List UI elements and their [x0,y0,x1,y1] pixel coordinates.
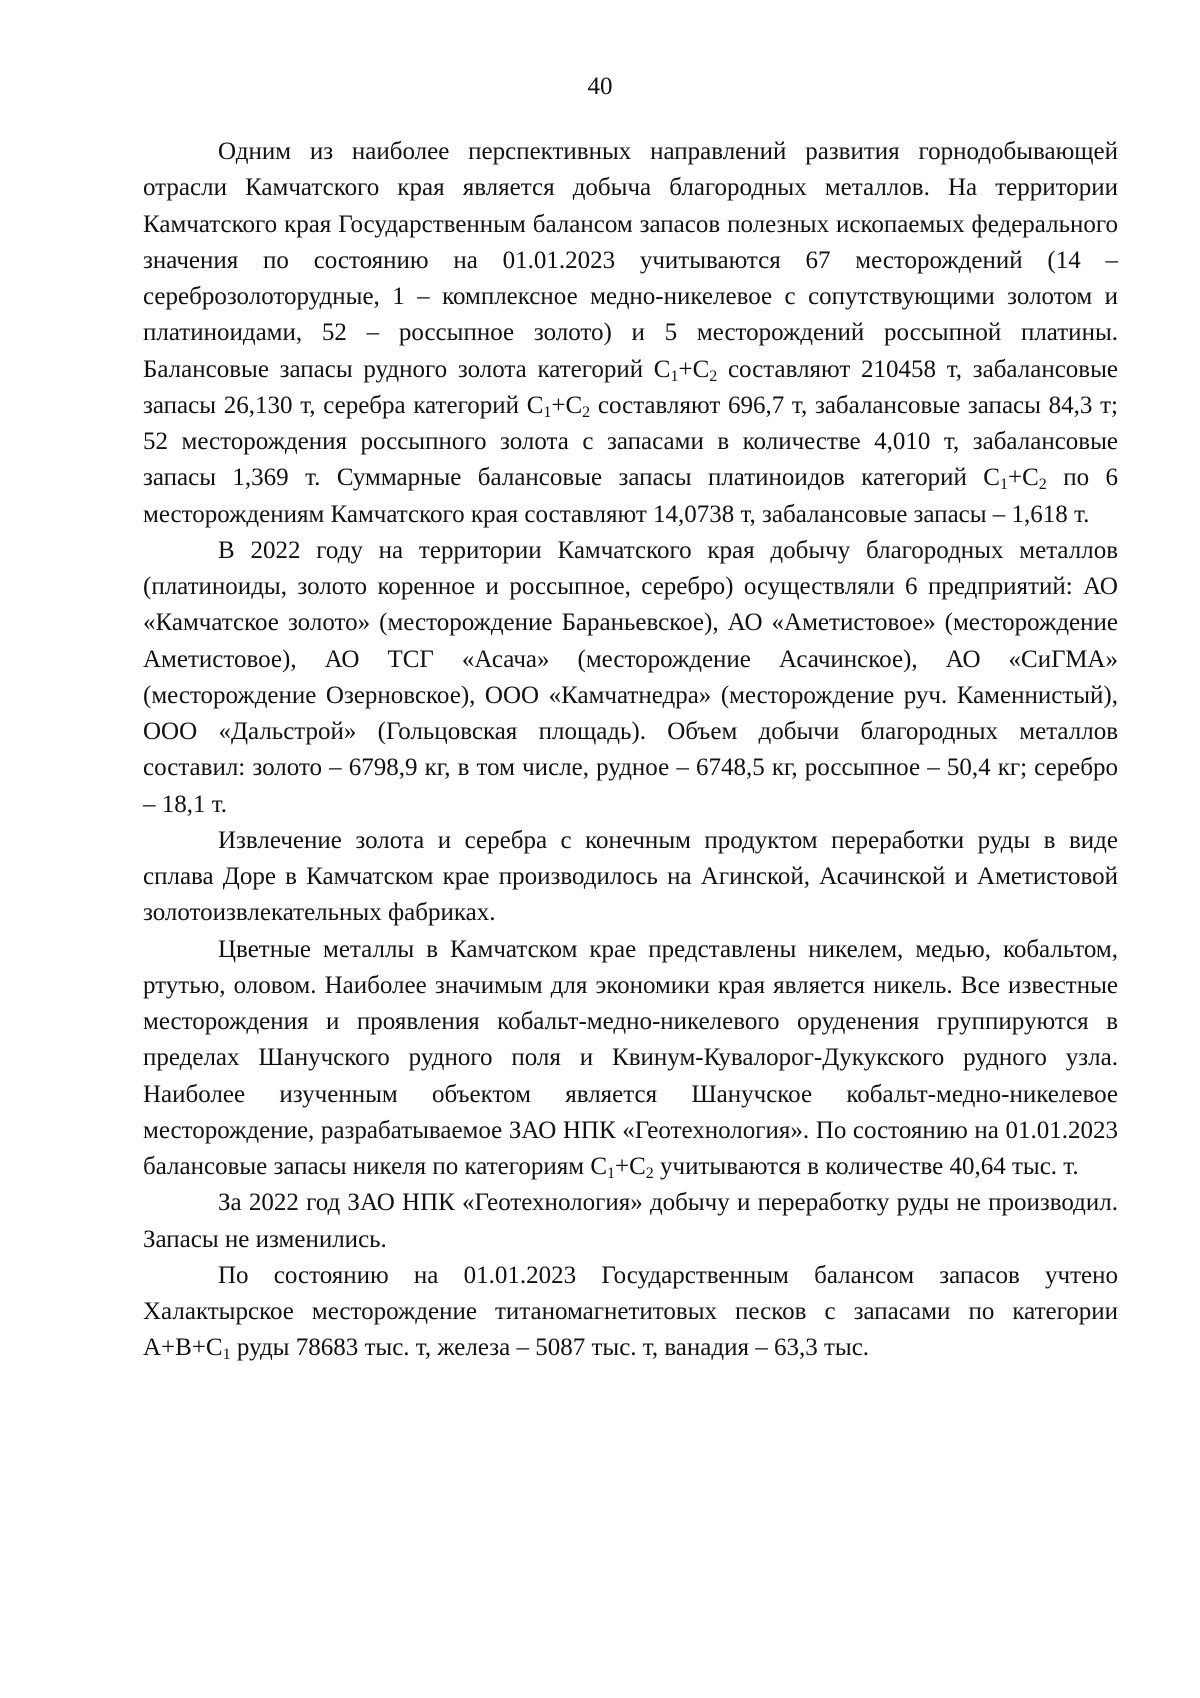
subscript-index: 2 [582,403,591,421]
subscript-index: 1 [670,367,679,385]
subscript-index: 2 [645,1165,654,1182]
subscript-index: 1 [543,403,552,421]
paragraph-text: +С [615,1153,646,1180]
body-text [143,134,1118,1367]
paragraph-text: По состоянию на 01.01.2023 Государственным балансом запасов учтено Халактырское месторождение титаномагнетитовых песков с запасами по категории А+В+С [143,1261,1118,1362]
paragraph-khalaktyrskoe-deposit [143,1258,1118,1367]
paragraph-text: учитываются в количестве 40,64 тыс. т. [653,1153,1079,1180]
paragraph-text: +С [1007,464,1039,492]
paragraph-text: по 6 месторождениям Камчатского края составляют 14,0738 т, забалансовые запасы – 1,618 т. [143,464,1118,528]
subscript-index: 2 [709,367,718,385]
paragraph-precious-metals-mining-2022 [143,533,1118,823]
paragraph-text: руды 78683 тыс. т, железа – 5087 тыс. т, ванадия – 63,3 тыс. [230,1334,870,1362]
paragraph-text: Цветные металлы в Камчатском крае представлены никелем, медью, кобальтом, ртутью, оловом. Наиболее значимым для экономики края является никель. Все известные месторождения и проявления кобальт-медно-никелевого оруденения группируются в пределах Шанучского рудного поля и Квинум-Кувалорог-Дукукского рудного узла. Наиболее изученным объектом является Шанучское кобальт-медно-никелевое месторождение, разрабатываемое ЗАО НПК «Геотехнология». По состоянию на 01.01.2023 балансовые запасы никеля по категориям С [143,935,1118,1180]
paragraph-text: составляют 696,7 т, забалансовые запасы 84,3 т; 52 месторождения россыпного золота с запасами в количестве 4,010 т, забалансовые запасы 1,369 т. Суммарные балансовые запасы платиноидов категорий С [143,391,1118,492]
paragraph-text: Извлечение золота и серебра с конечным продуктом переработки руды в виде сплава Доре в Камчатском крае производилось на Агинской, Асачинской и Аметистовой золотоизвлекательных фабриках. [143,826,1118,927]
subscript-index: 2 [1038,476,1047,494]
subscript-index: 1 [607,1165,616,1182]
page-number: 40 [587,73,613,100]
paragraph-non-ferrous-metals [143,932,1118,1186]
paragraph-text: +С [551,391,583,419]
paragraph-precious-metals-reserves [143,134,1118,533]
paragraph-text: Одним из наиболее перспективных направлений развития горнодобывающей отрасли Камчатского края является добыча благородных металлов. На территории Камчатского края Государственным балансом запасов полезных ископаемых федерального значения по состоянию на 01.01.2023 учитываются 67 месторождений (14 – сереброзолоторудные, 1 – комплексное медно-никелевое с сопутствующими золотом и платиноидами, 52 – россыпное золото) и 5 месторождений россыпной платины. Балансовые запасы рудного золота категорий С [143,138,1118,383]
paragraph-text: В 2022 году на территории Камчатского края добычу благородных металлов (платиноиды, золото коренное и россыпное, серебро) осуществляли 6 предприятий: АО «Камчатское золото» (месторождение Бараньевское), АО «Аметистовое» (месторождение Аметистовое), АО ТСГ «Асача» (месторождение Асачинское), АО «СиГМА» (месторождение Озерновское), ООО «Камчатнедра» (месторождение руч. Каменнистый), ООО «Дальстрой» (Гольцовская площадь). Объем добычи благородных металлов составил: золото – 6798,9 кг, в том числе, рудное – 6748,5 кг, россыпное – 50,4 кг; серебро – 18,1 т. [143,536,1118,818]
paragraph-text: За 2022 год ЗАО НПК «Геотехнология» добычу и переработку руды не производил. Запасы не изменились. [143,1189,1118,1253]
subscript-index: 1 [222,1346,231,1364]
paragraph-text: составляют 210458 т, забалансовые запасы 26,130 т, серебра категорий С [143,355,1118,419]
paragraph-geotechnologiya-2022 [143,1185,1118,1258]
paragraph-text: +С [678,355,710,383]
subscript-index: 1 [999,476,1008,494]
paragraph-dore-alloy-extraction [143,823,1118,932]
